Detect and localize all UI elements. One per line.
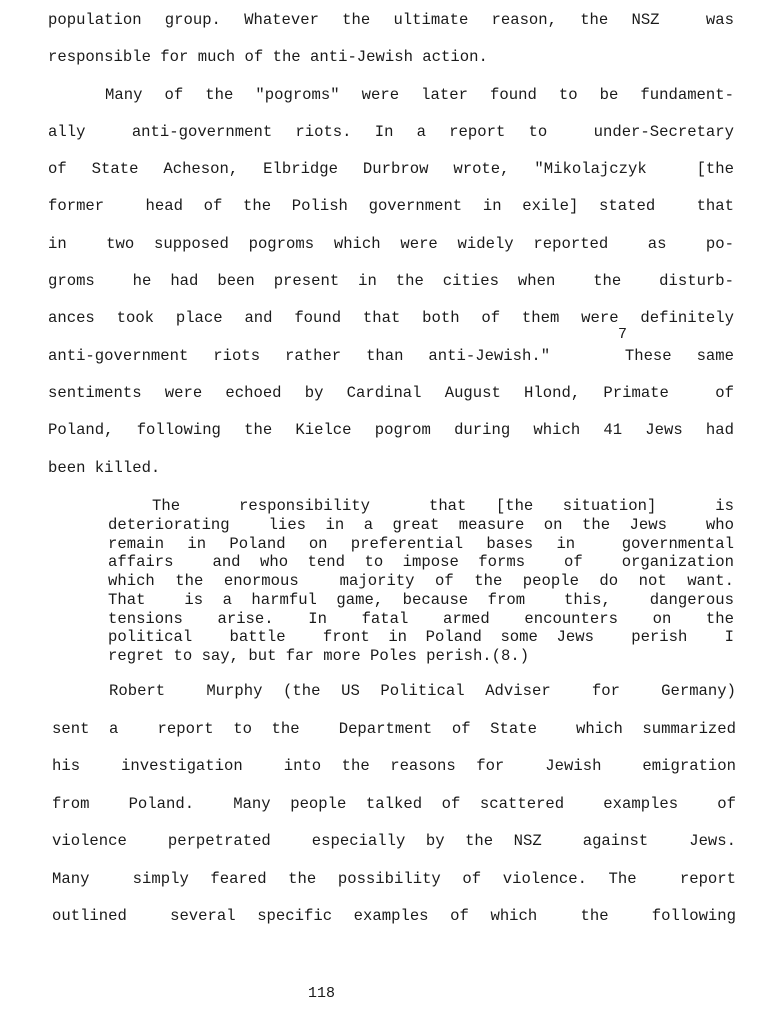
text-line: regret to say, but far more Poles perish.(8.) <box>108 647 530 665</box>
text-line: sentiments were echoed by Cardinal August Hlond, Primate of <box>48 383 734 402</box>
text-line: in two supposed pogroms which were widely reported as po- <box>48 234 734 253</box>
paragraphs-part-2 <box>52 673 736 936</box>
paragraphs-part-1 <box>48 2 734 487</box>
text-line: Many simply feared the possibility of violence. The report <box>52 869 736 888</box>
text-line: affairs and who tend to impose forms of organization <box>108 553 734 572</box>
text-line: Many of the "pogroms" were later found to be fundament- <box>105 85 734 104</box>
text-line: deteriorating lies in a great measure on the Jews who <box>108 515 734 534</box>
text-line: been killed. <box>48 458 161 477</box>
text-line: of State Acheson, Elbridge Durbrow wrote, "Mikolajczyk [the <box>48 160 734 179</box>
text-line: political battle front in Poland some Jews perish I <box>108 628 734 647</box>
text-line: from Poland. Many people talked of scattered examples of <box>52 794 736 813</box>
text-line: Poland, following the Kielce pogrom during which 41 Jews had <box>48 421 734 440</box>
text-line: tensions arise. In fatal armed encounters on the <box>108 609 734 628</box>
text-line: The responsibility that [the situation] is <box>152 497 734 515</box>
text-line: his investigation into the reasons for Jewish emigration <box>52 757 736 775</box>
text-line: That is a harmful game, because from this, dangerous <box>108 590 734 609</box>
text-line: ances took place and found that both of them were definitely <box>48 309 734 328</box>
block-quote <box>108 497 734 666</box>
text-line: violence perpetrated especially by the NSZ against Jews. <box>52 832 736 850</box>
text-line: remain in Poland on preferential bases in governmental <box>108 534 734 553</box>
text-line: which the enormous majority of the people do not want. <box>108 572 734 590</box>
text-line: groms he had been present in the cities when the disturb- <box>48 272 734 291</box>
text-line: anti-government riots rather than anti-Jewish." These same <box>48 346 734 365</box>
footnote-marker: 7 <box>618 326 628 343</box>
text-line: population group. Whatever the ultimate reason, the NSZ was <box>48 11 734 29</box>
text-line: Robert Murphy (the US Political Adviser for Germany) <box>109 682 736 700</box>
text-line: former head of the Polish government in exile] stated that <box>48 197 734 216</box>
text-line: sent a report to the Department of State which summarized <box>52 719 736 738</box>
text-line: ally anti-government riots. In a report to under-Secretary <box>48 122 734 141</box>
text-line: outlined several specific examples of which the following <box>52 907 736 925</box>
page-number: 118 <box>308 985 336 1002</box>
text-line: responsible for much of the anti-Jewish action. <box>48 48 488 67</box>
